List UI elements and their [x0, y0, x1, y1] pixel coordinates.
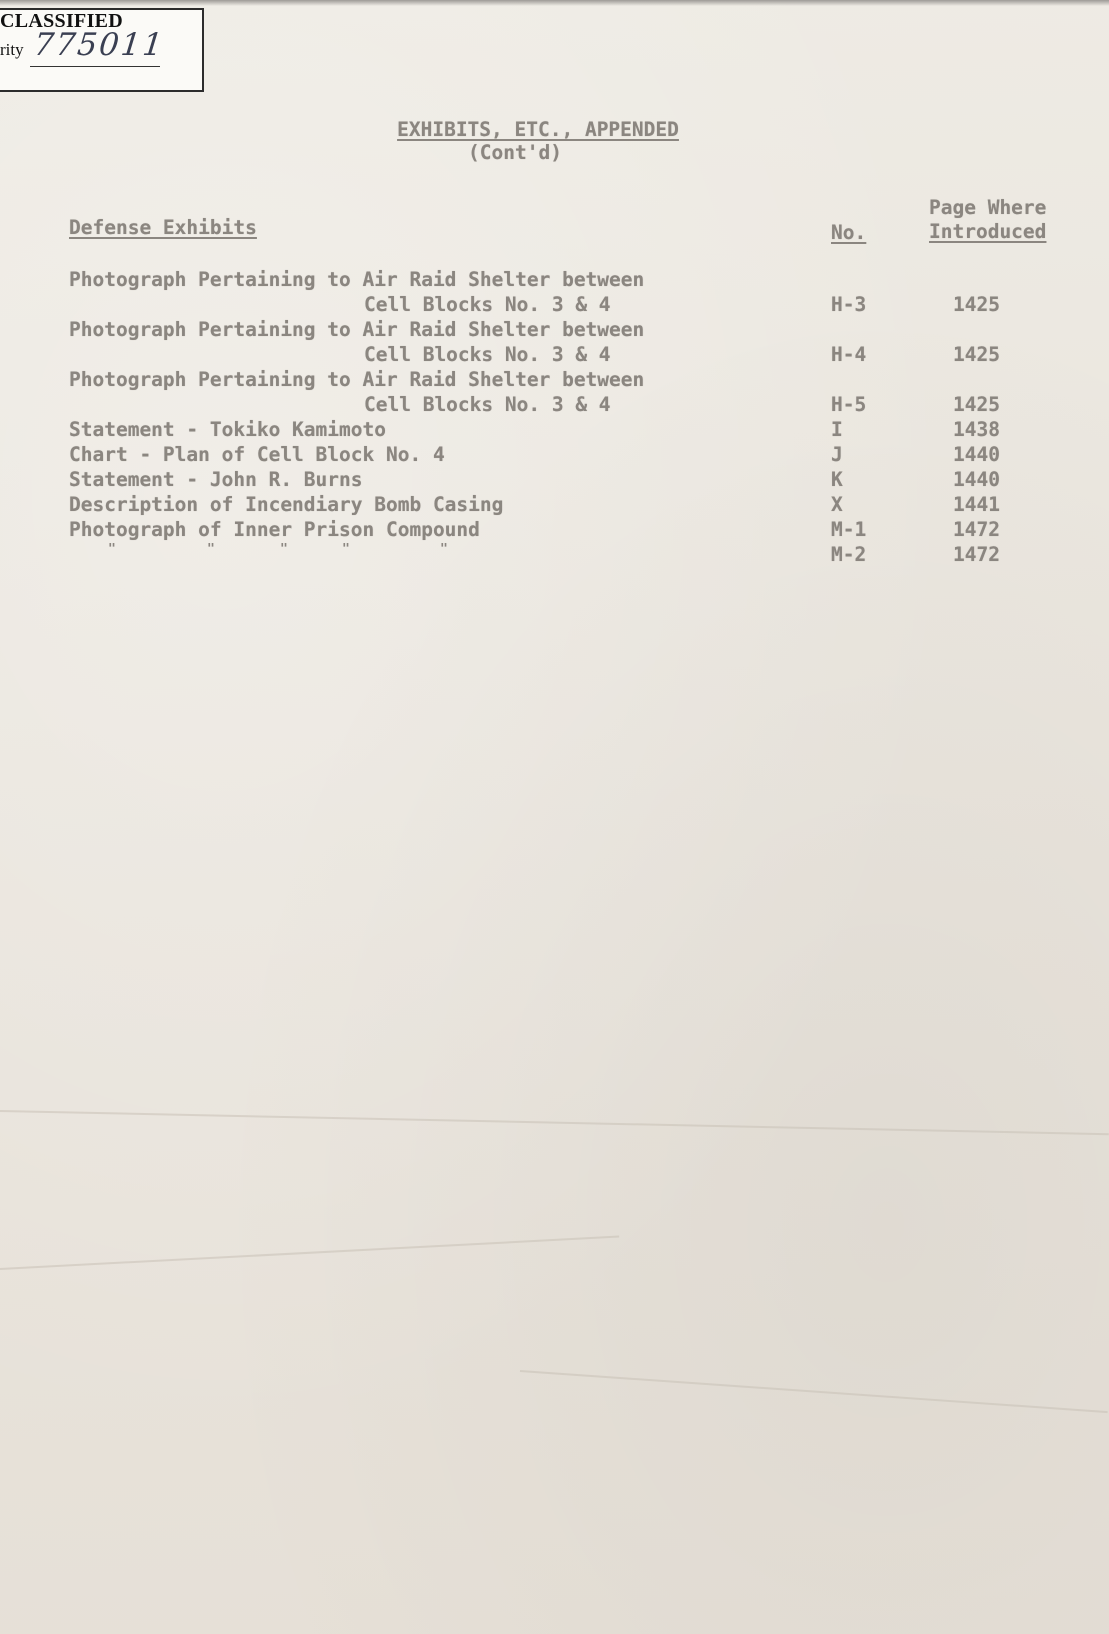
exhibit-page: 1472: [953, 518, 1000, 541]
exhibit-description-continued: Cell Blocks No. 3 & 4: [364, 293, 611, 316]
exhibit-number: I: [831, 418, 843, 441]
column-header-page-line2: Introduced: [929, 220, 1047, 243]
exhibit-description: Statement - Tokiko Kamimoto: [69, 418, 386, 441]
exhibit-page: 1472: [953, 543, 1000, 566]
exhibit-number: H-5: [831, 393, 867, 416]
ditto-mark: ": [207, 542, 215, 557]
exhibit-description: Photograph Pertaining to Air Raid Shelter between: [69, 268, 645, 291]
ditto-mark: ": [280, 542, 288, 557]
exhibit-number: H-4: [831, 343, 867, 366]
ditto-mark: ": [342, 542, 350, 557]
exhibit-page: 1425: [953, 343, 1000, 366]
exhibit-description: Statement - John R. Burns: [69, 468, 363, 491]
exhibit-page: 1440: [953, 443, 1000, 466]
page-title: EXHIBITS, ETC., APPENDED: [397, 118, 679, 141]
exhibit-number: J: [831, 443, 843, 466]
exhibit-description: Photograph Pertaining to Air Raid Shelter between: [69, 318, 645, 341]
stamp-title: CLASSIFIED: [0, 10, 124, 32]
column-header-defense-exhibits: Defense Exhibits: [69, 216, 257, 239]
ditto-mark: ": [108, 542, 116, 557]
paper-crease: [0, 1110, 1109, 1135]
column-header-number: No.: [831, 221, 867, 244]
exhibit-description-continued: Cell Blocks No. 3 & 4: [364, 393, 611, 416]
column-header-page-line1: Page Where: [929, 196, 1047, 219]
exhibit-number: K: [831, 468, 843, 491]
exhibit-page: 1425: [953, 393, 1000, 416]
exhibit-page: 1440: [953, 468, 1000, 491]
declassified-stamp: [0, 8, 204, 92]
page-top-edge: [0, 0, 1109, 6]
paper-crease: [0, 1236, 619, 1270]
exhibit-description: Photograph Pertaining to Air Raid Shelter between: [69, 368, 645, 391]
paper-crease: [520, 1370, 1108, 1413]
exhibit-page: 1438: [953, 418, 1000, 441]
exhibit-number: M-2: [831, 543, 867, 566]
stamp-signature-line: [30, 66, 160, 67]
exhibit-number: M-1: [831, 518, 867, 541]
stamp-authority-label: rity: [0, 40, 24, 59]
exhibit-description-continued: Cell Blocks No. 3 & 4: [364, 343, 611, 366]
exhibit-description: Description of Incendiary Bomb Casing: [69, 493, 504, 516]
exhibit-number: H-3: [831, 293, 867, 316]
exhibit-page: 1441: [953, 493, 1000, 516]
exhibit-description: Chart - Plan of Cell Block No. 4: [69, 443, 445, 466]
exhibit-description: Photograph of Inner Prison Compound: [69, 518, 480, 541]
stamp-authority-number: 775011: [32, 27, 167, 63]
ditto-mark: ": [440, 542, 448, 557]
page-subtitle: (Cont'd): [468, 141, 562, 164]
exhibit-number: X: [831, 493, 843, 516]
exhibit-page: 1425: [953, 293, 1000, 316]
